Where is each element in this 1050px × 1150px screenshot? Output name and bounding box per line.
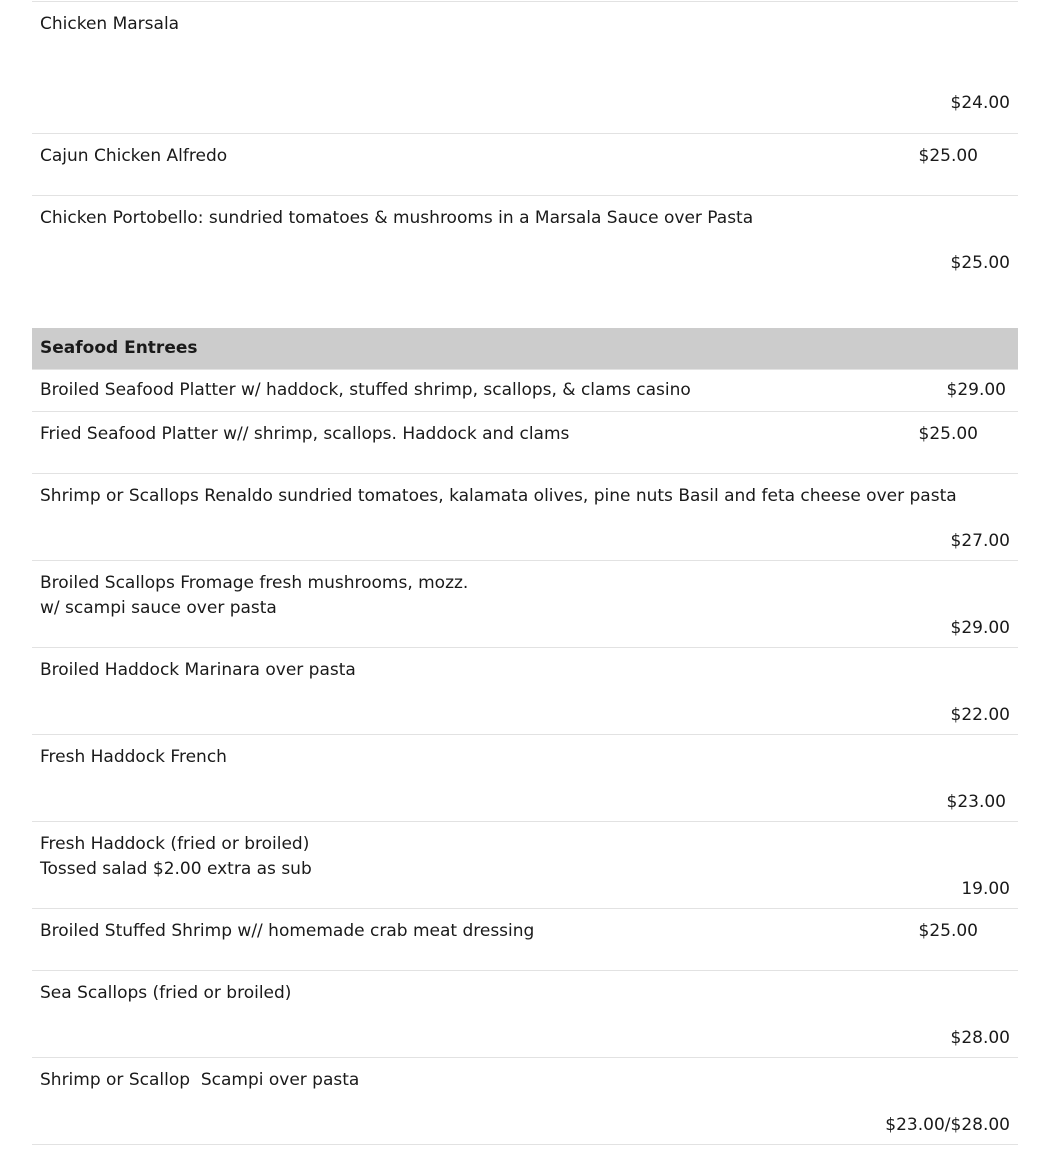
menu-item-price: $29.00 bbox=[950, 618, 1010, 638]
menu-item-row bbox=[32, 648, 1018, 735]
menu-item-name: Cajun Chicken Alfredo bbox=[40, 146, 228, 166]
menu-item-name: Fresh Haddock French bbox=[40, 747, 227, 767]
menu-item-name: Chicken Portobello: sundried tomatoes & mushrooms in a Marsala Sauce over Pasta bbox=[40, 208, 754, 228]
menu-item-name: Fried Seafood Platter w// shrimp, scallops. Haddock and clams bbox=[40, 424, 570, 444]
menu-item-name bbox=[40, 571, 468, 621]
menu-item-name-line: Fresh Haddock (fried or broiled) bbox=[40, 834, 310, 854]
menu-item-row bbox=[32, 971, 1018, 1058]
menu-item-name-line: w/ scampi sauce over pasta bbox=[40, 598, 277, 618]
menu-item-name: Chicken Marsala bbox=[40, 14, 180, 34]
section-header-seafood bbox=[32, 328, 1018, 370]
menu-item-row bbox=[32, 2, 1018, 134]
menu-item-name-line: Tossed salad $2.00 extra as sub bbox=[40, 859, 312, 879]
menu-item-row bbox=[32, 412, 1018, 474]
menu-item-name: Broiled Seafood Platter w/ haddock, stuffed shrimp, scallops, & clams casino bbox=[40, 380, 691, 400]
menu-item-name: Shrimp or Scallops Renaldo sundried tomatoes, kalamata olives, pine nuts Basil and feta cheese over pasta bbox=[40, 486, 957, 506]
menu-item-price: $25.00 bbox=[918, 921, 978, 941]
menu-table bbox=[32, 1, 1018, 1145]
menu-item-price: $28.00 bbox=[950, 1028, 1010, 1048]
menu-item-name: Broiled Haddock Marinara over pasta bbox=[40, 660, 356, 680]
menu-item-name: Shrimp or Scallop Scampi over pasta bbox=[40, 1070, 360, 1090]
menu-item-price: $23.00 bbox=[946, 792, 1006, 812]
menu-item-name: Sea Scallops (fried or broiled) bbox=[40, 983, 292, 1003]
menu-item-price: $25.00 bbox=[918, 146, 978, 166]
menu-item-price: $22.00 bbox=[950, 705, 1010, 725]
menu-item-price: $23.00/$28.00 bbox=[885, 1115, 1010, 1135]
menu-item-row bbox=[32, 370, 1018, 412]
menu-item-name: Broiled Stuffed Shrimp w// homemade crab meat dressing bbox=[40, 921, 535, 941]
menu-item-price: 19.00 bbox=[961, 879, 1010, 899]
menu-item-price: $27.00 bbox=[950, 531, 1010, 551]
menu-item-row bbox=[32, 196, 1018, 328]
menu-item-price: $25.00 bbox=[918, 424, 978, 444]
menu-item-row bbox=[32, 822, 1018, 909]
menu-item-price: $25.00 bbox=[950, 253, 1010, 273]
menu-item-row bbox=[32, 1058, 1018, 1145]
menu-item-name-line: Broiled Scallops Fromage fresh mushrooms, mozz. bbox=[40, 573, 469, 593]
menu-item-name bbox=[40, 832, 312, 882]
menu-item-row bbox=[32, 474, 1018, 561]
menu-item-row bbox=[32, 909, 1018, 971]
menu-item-row bbox=[32, 735, 1018, 822]
section-title: Seafood Entrees bbox=[40, 338, 198, 358]
menu-item-row bbox=[32, 134, 1018, 196]
menu-item-price: $29.00 bbox=[946, 380, 1006, 400]
menu-item-row bbox=[32, 561, 1018, 648]
menu-item-price: $24.00 bbox=[950, 93, 1010, 113]
